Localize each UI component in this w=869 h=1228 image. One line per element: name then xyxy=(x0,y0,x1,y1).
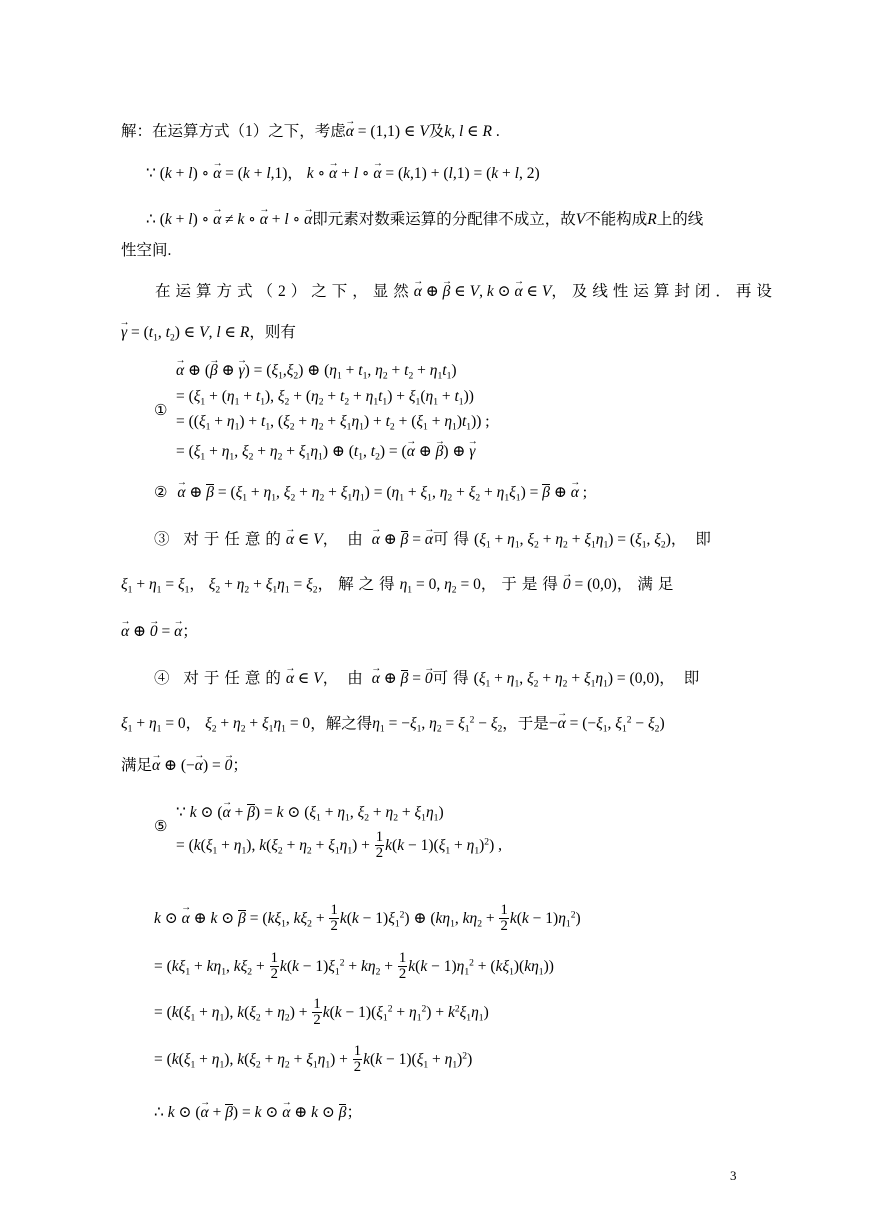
formula-kl: k, l ∈ R xyxy=(444,123,492,140)
item1-line2: = ($\xi_1 + (\eta_1 + t_1)$, $\xi_2 + (\eta_2 + t_2 + \eta_1t_1) + \xi_1(\eta_1 + t_1)$) xyxy=(176,388,474,408)
therefore-line: ∴ (k + l) ∘ → α ≠ k ∘ → α + l ∘ → α即元素对数乘运算的分配律不成立，故V不能构成R上的线 xyxy=(146,212,703,228)
formula-distributive-lhs: ∵ (k + l) ∘ → α = (k + l,1)， k ∘ → α + l ∘ → α = (k,1) + (l,1) = (k + l, 2) xyxy=(146,165,540,182)
solution-intro-line: 解：在运算方式（1）之下，考虑→ α = (1,1) ∈ V及k, l ∈ R . xyxy=(121,124,500,140)
item2-marker: ② xyxy=(154,485,168,501)
item1-line1: → α ⊕ (→ β ⊕ → $\gamma) = (\xi_1,\xi_2)$ ⊕ ($\eta_1 + t_1$, $\eta_2 + t_2 + \eta_1t_1$) xyxy=(176,363,457,381)
item5-conclusion: ∴ k ⊙ (→ α + β) = k ⊙ → α ⊕ k ⊙ β； xyxy=(154,1104,362,1121)
linear-space-text: 性空间. xyxy=(121,242,172,259)
item4-line3: 满足→ α ⊕ (−→ α) = → 0； xyxy=(121,758,248,774)
item5-line6: = ($k(\xi_1 + \eta_1)$, $k(\xi_2 + \eta_2 + \xi_1\eta_1)$ + $\frac{1}{2}$ $k(k - 1)(\xi_1 + \eta_1)^2$) xyxy=(154,1043,473,1076)
item3-line2: $\xi_1 + \eta_1 = \xi_1$， $\xi_2 + \eta_2 + \xi_1\eta_1 = \xi_2$，解之得$\eta_1 = 0$, $\eta_2 = 0$，于是得→ 0 = (0,0)，满足 xyxy=(121,577,678,595)
item5-line2: = ($k(\xi_1 + \eta_1)$, $k(\xi_2 + \eta_2 + \xi_1\eta_1)$ + $\frac{1}{2}$ $k(k - 1)(\xi_1 + \eta_1)^2$) , xyxy=(176,829,503,862)
item1-line3: = ($(\xi_1 + \eta_1) + t_1$, $(\xi_2 + \eta_2 + \xi_1\eta_1) + t_2 + (\xi_1 + \eta_1)t_1$)) ; xyxy=(176,413,490,433)
closure-text: ，及线性运算封闭．再设 xyxy=(551,283,777,300)
item3-line3: → α ⊕ → 0 = → α； xyxy=(121,624,198,640)
formula-inequality: ∴ (k + l) ∘ → α ≠ k ∘ → α + l ∘ → α xyxy=(146,211,312,228)
cannot-form-text: 不能构成 xyxy=(585,211,648,228)
item4-lead: ④ 对于任意的 xyxy=(154,670,286,687)
method2-line xyxy=(155,284,777,300)
formula-closure: → α ⊕ → β ∈ V, k ⊙ → α ∈ V xyxy=(414,283,552,300)
item3-lead: ③ 对于任意的 xyxy=(154,531,286,548)
formula-alpha-def: → α = (1,1) ∈ V xyxy=(346,123,429,140)
item4-line1: ④ 对于任意的→ α ∈ V，由→ α ⊕ β = → 0可得($\xi_1 + \eta_1$, $\xi_2 + \eta_2 + \xi_1\eta_1) = (0,0)$，即 xyxy=(154,670,708,689)
item2-line: ② → α ⊕ $\beta = (\xi_1 + \eta_1$, $\xi_2 + \eta_2 + \xi_1\eta_1) = (\eta_1 + \xi_1$, $\eta_2 + \xi_2 + \eta_1\xi_1) = \beta$ ⊕ → α ; xyxy=(154,484,587,503)
then-text: ，则有 xyxy=(249,324,296,341)
item5-marker: ⑤ xyxy=(154,819,168,835)
item3-line1: ③ 对于任意的→ α ∈ V，由→ α ⊕ β = → α可得($\xi_1 + \eta_1$, $\xi_2 + \eta_2 + \xi_1\eta_1) = (\xi_1$, $\xi_2$)，即 xyxy=(154,531,720,550)
item1-marker: ① xyxy=(154,403,168,419)
formula-commutative: → α ⊕ $\beta = (\xi_1 + \eta_1$, $\xi_2 + \eta_2 + \xi_1\eta_1) = (\eta_1 + \xi_1$, $\eta_2 + \xi_2 + \eta_1\xi_1) = \beta$ ⊕ → α xyxy=(177,484,579,501)
solution-intro-text: 解：在运算方式（1）之下，考虑 xyxy=(121,123,346,140)
and-text: 及 xyxy=(428,123,445,140)
linear-text: 上的线 xyxy=(656,211,704,228)
item4-line2: $\xi_1 + \eta_1 = 0$， $\xi_2 + \eta_2 + \xi_1\eta_1 = 0$，解之得$\eta_1 = -\xi_1$, $\eta_2 = \xi_1^2 - \xi_2$，于是−→ $\alpha = (-\xi_1$, $\xi_1^2 - \xi_2$) xyxy=(121,716,665,734)
item1-line4: = ($\xi_1 + \eta_1$, $\xi_2 + \eta_2 + \xi_1\eta_1$) ⊕ ($t_1$, $t_2$) = (→ α ⊕ → β) ⊕ → γ xyxy=(176,444,475,462)
method2-text: 在运算方式（2）之下，显然 xyxy=(155,283,414,300)
gamma-def-line xyxy=(121,325,296,343)
item5-line3: k ⊙ → α ⊕ k ⊙ $\beta = (k\xi_1$, $k\xi_2$ + $\frac{1}{2}$ $k(k - 1)\xi_1^2$) ⊕ ($k\eta_1$, $k\eta_2$ + $\frac{1}{2}$ $k(k - 1)\eta_1^2$) xyxy=(154,903,581,935)
item5-line4: = ($k\xi_1 + k\eta_1$, $k\xi_2$ + $\frac{1}{2}$ $k(k - 1)\xi_1^2 + k\eta_2$ + $\frac{1}{2}$ $k(k - 1)\eta_1^2 + (k\xi_1)(k\eta_1)$) xyxy=(154,950,554,983)
item5-line5: = ($k(\xi_1 + \eta_1)$, $k(\xi_2 + \eta_2)$ + $\frac{1}{2}$ $k(k - 1)(\xi_1^2 + \eta_1^2) + k^2\xi_1\eta_1$) xyxy=(154,996,489,1029)
linear-space-line xyxy=(121,243,171,259)
conclusion-text: 即元素对数乘运算的分配律不成立，故 xyxy=(312,211,576,228)
because-line xyxy=(146,166,540,182)
formula-gamma: → $\gamma = (t_1$, $t_2$) ∈ V, l ∈ R xyxy=(121,324,249,341)
item5-line1: ∵ k ⊙ (→ α + β) = k ⊙ ($\xi_1 + \eta_1$, $\xi_2 + \eta_2 + \xi_1\eta_1$) xyxy=(176,804,444,823)
page-number: 3 xyxy=(730,1168,737,1183)
